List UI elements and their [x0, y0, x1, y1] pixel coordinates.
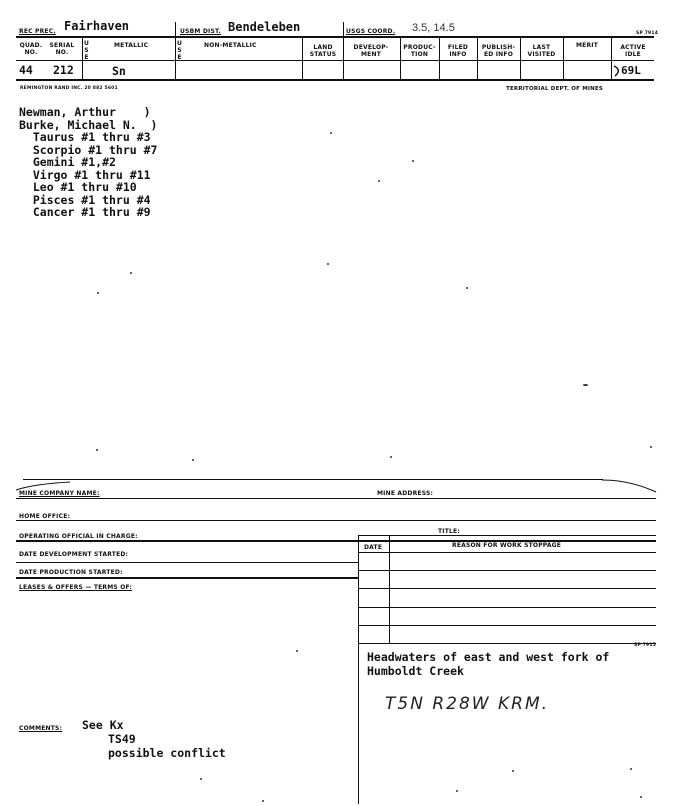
rule-reason-1 — [358, 570, 656, 571]
row-active-idle: 69L — [621, 64, 641, 77]
territorial-dept: TERRITORIAL DEPT. OF MINES — [506, 86, 604, 92]
col-quad-no: QUAD. NO. — [19, 42, 43, 56]
scan-speck — [630, 768, 632, 770]
rule-top — [16, 36, 654, 38]
col-development: DEVELOP- MENT — [353, 44, 389, 58]
scan-speck — [456, 790, 458, 792]
row-serial-no: 212 — [53, 63, 74, 77]
col-metallic: METALLIC — [114, 42, 149, 49]
rule-row-bottom — [16, 79, 654, 81]
form-code: SP 7914 — [636, 31, 659, 36]
home-office-label: HOME OFFICE: — [19, 513, 71, 520]
rule-reason-3 — [358, 607, 656, 608]
rule-date-top — [358, 535, 656, 536]
reason-column-header: REASON FOR WORK STOPPAGE — [452, 542, 562, 549]
col-div-2 — [343, 22, 344, 80]
scan-speck — [262, 800, 264, 802]
date-column-header: DATE — [364, 544, 383, 551]
scan-speck — [412, 160, 414, 162]
col-use-left: U S E — [84, 40, 90, 61]
col-div-9 — [563, 37, 564, 80]
scan-speck — [378, 180, 380, 182]
scan-speck — [97, 292, 99, 294]
rule-date-hdr — [358, 552, 656, 553]
printer-imprint: REMINGTON RAND INC. 20 882 5601 — [20, 86, 118, 91]
handwritten-township: T5N R28W KRM. — [385, 694, 550, 714]
comments-label: COMMENTS: — [19, 725, 63, 732]
col-serial-no: SERIAL NO. — [49, 42, 75, 56]
row-metallic: Sn — [112, 64, 126, 78]
col-div-3 — [82, 37, 83, 80]
rule-5 — [16, 577, 358, 579]
rec-prec-label: REC PREC. — [19, 28, 56, 35]
col-land-status: LAND STATUS — [309, 44, 337, 58]
mine-address-label: MINE ADDRESS: — [377, 490, 434, 497]
scan-speck — [130, 272, 132, 274]
col-active-idle: ACTIVE IDLE — [620, 44, 646, 58]
col-div-4 — [302, 37, 303, 80]
col-filed-info: FILED INFO — [447, 44, 469, 58]
rule-reason-5 — [358, 643, 656, 644]
col-merit: MERIT — [576, 42, 599, 49]
comments-line-3: possible conflict — [108, 746, 226, 760]
claim-line: Pisces #1 thru #4 — [19, 192, 151, 207]
title-label: TITLE: — [438, 528, 460, 535]
location-line-2: Humboldt Creek — [367, 664, 464, 678]
rule-1 — [16, 498, 656, 499]
comments-line-2: TS49 — [108, 732, 136, 746]
row-quad-no: 44 — [19, 63, 33, 77]
comments-line-1: See Kx — [82, 718, 124, 732]
rec-prec-value: Fairhaven — [64, 19, 130, 33]
col-use-right: U S E — [177, 40, 183, 61]
usgs-coord-value: 3.5, 14.5 — [412, 22, 455, 34]
scan-speck — [200, 778, 202, 780]
col-published-info: PUBLISH- ED INFO — [481, 44, 516, 58]
scan-speck — [640, 796, 642, 798]
scan-speck — [466, 287, 468, 289]
rule-reason-4 — [358, 625, 656, 626]
claim-line: Cancer #1 thru #9 — [19, 205, 151, 219]
location-line-1: Headwaters of east and west fork of — [367, 650, 610, 664]
scan-speck — [96, 449, 98, 451]
scan-speck — [650, 446, 652, 448]
rule-lower-top — [23, 479, 603, 480]
scan-speck — [512, 770, 514, 772]
card-corner-curl — [600, 476, 660, 496]
claim-line: Leo #1 thru #10 — [19, 180, 137, 194]
rule-under-labels — [16, 60, 654, 61]
form-code-2: SP 7915 — [634, 643, 657, 648]
scan-speck — [583, 384, 588, 386]
usbm-dist-label: USBM DIST. — [180, 28, 221, 35]
rule-reason-2 — [358, 588, 656, 589]
claim-line: Gemini #1,#2 — [19, 155, 116, 169]
claim-line: Virgo #1 thru #11 — [19, 167, 151, 182]
date-production-label: DATE PRODUCTION STARTED: — [19, 569, 123, 576]
col-last-visited: LAST VISITED — [527, 44, 556, 58]
scan-speck — [330, 132, 332, 134]
scan-speck — [390, 456, 392, 458]
active-check-mark — [612, 62, 624, 78]
col-div-6 — [439, 37, 440, 80]
rule-4 — [16, 562, 358, 563]
comments-right-divider — [358, 644, 359, 804]
col-production: PRODUC- TION — [403, 44, 436, 58]
rule-2 — [16, 520, 656, 521]
claim-list — [19, 106, 157, 219]
claim-line: Taurus #1 thru #3 — [19, 130, 151, 144]
scan-speck — [327, 263, 329, 265]
scan-speck — [296, 650, 298, 652]
claim-line: Burke, Michael N. ) — [19, 117, 158, 132]
leases-offers-label: LEASES & OFFERS — TERMS OF: — [19, 584, 133, 591]
col-div-1 — [175, 22, 176, 80]
col-div-5 — [400, 37, 401, 80]
date-development-label: DATE DEVELOPMENT STARTED: — [19, 551, 129, 558]
col-non-metallic: NON-METALLIC — [204, 42, 257, 49]
scan-speck — [192, 459, 194, 461]
mine-company-name-label: MINE COMPANY NAME: — [19, 490, 100, 497]
claim-line: Scorpio #1 thru #7 — [19, 142, 158, 157]
usgs-coord-label: USGS COORD. — [346, 28, 396, 35]
operating-official-label: OPERATING OFFICIAL IN CHARGE: — [19, 533, 138, 540]
usbm-dist-value: Bendeleben — [228, 20, 301, 34]
claim-line: Newman, Arthur ) — [19, 105, 151, 119]
col-div-8 — [520, 37, 521, 80]
col-div-7 — [477, 37, 478, 80]
